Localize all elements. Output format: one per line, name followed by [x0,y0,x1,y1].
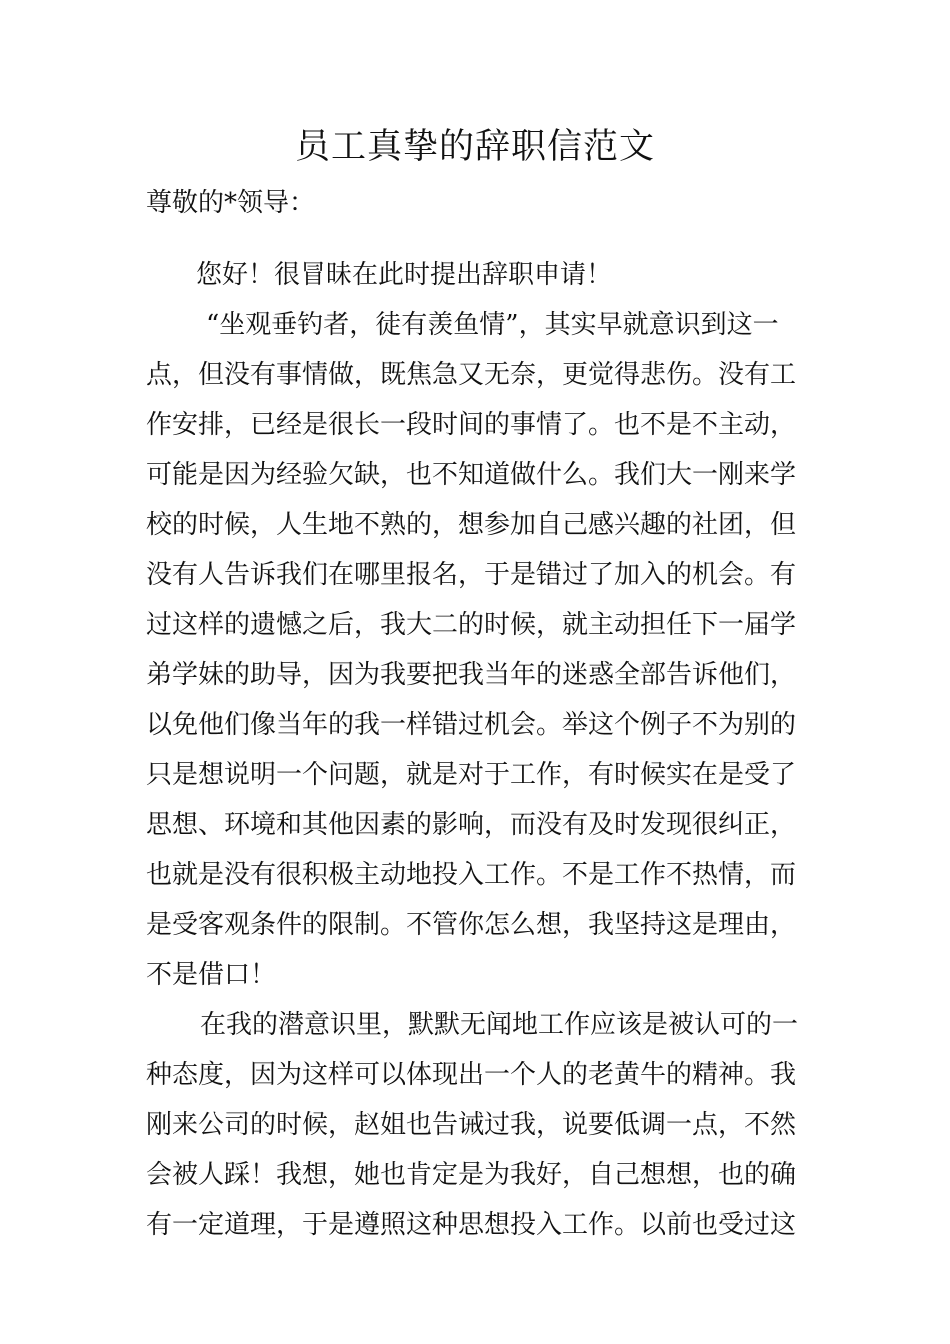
letter-body [146,178,810,1250]
paragraph-line: 思想、环境和其他因素的影响，而没有及时发现很纠正， [146,810,797,840]
paragraph-line: “坐观垂钓者，徒有羡鱼情”，其实早就意识到这一 [206,310,779,340]
paragraph-line: 种态度，因为这样可以体现出一个人的老黄牛的精神。我 [146,1060,797,1090]
paragraph-line: 会被人踩！我想，她也肯定是为我好，自己想想，也的确 [146,1160,797,1190]
spacer [146,228,810,250]
paragraph-line: 作安排，已经是很长一段时间的事情了。也不是不主动， [146,410,797,440]
paragraph-line: 有一定道理，于是遵照这种思想投入工作。以前也受过这 [146,1210,797,1240]
paragraph-line: 只是想说明一个问题，就是对于工作，有时候实在是受了 [146,760,797,790]
paragraph-line: 您好！很冒昧在此时提出辞职申请！ [196,260,613,290]
paragraph-line: 可能是因为经验欠缺，也不知道做什么。我们大一刚来学 [146,460,797,490]
paragraph-line: 没有人告诉我们在哪里报名，于是错过了加入的机会。有 [146,560,797,590]
paragraph-line: 不是借口！ [146,960,277,990]
paragraph-line: 以免他们像当年的我一样错过机会。举这个例子不为别的 [146,710,797,740]
paragraph-line: 校的时候，人生地不熟的，想参加自己感兴趣的社团，但 [146,510,797,540]
paragraph-line: 过这样的遗憾之后，我大二的时候，就主动担任下一届学 [146,610,797,640]
paragraph-line: 是受客观条件的限制。不管你怎么想，我坚持这是理由， [146,910,797,940]
paragraph-line: 弟学妹的助导，因为我要把我当年的迷惑全部告诉他们， [146,660,797,690]
paragraph-line: 点，但没有事情做，既焦急又无奈，更觉得悲伤。没有工 [146,360,797,390]
paragraph-line: 在我的潜意识里，默默无闻地工作应该是被认可的一 [200,1010,799,1040]
paragraph-line: 刚来公司的时候，赵姐也告诫过我，说要低调一点，不然 [146,1110,797,1140]
document-title: 员工真挚的辞职信范文 [294,127,655,167]
paragraph-line: 也就是没有很积极主动地投入工作。不是工作不热情，而 [146,860,797,890]
salutation: 尊敬的*领导： [146,188,316,218]
